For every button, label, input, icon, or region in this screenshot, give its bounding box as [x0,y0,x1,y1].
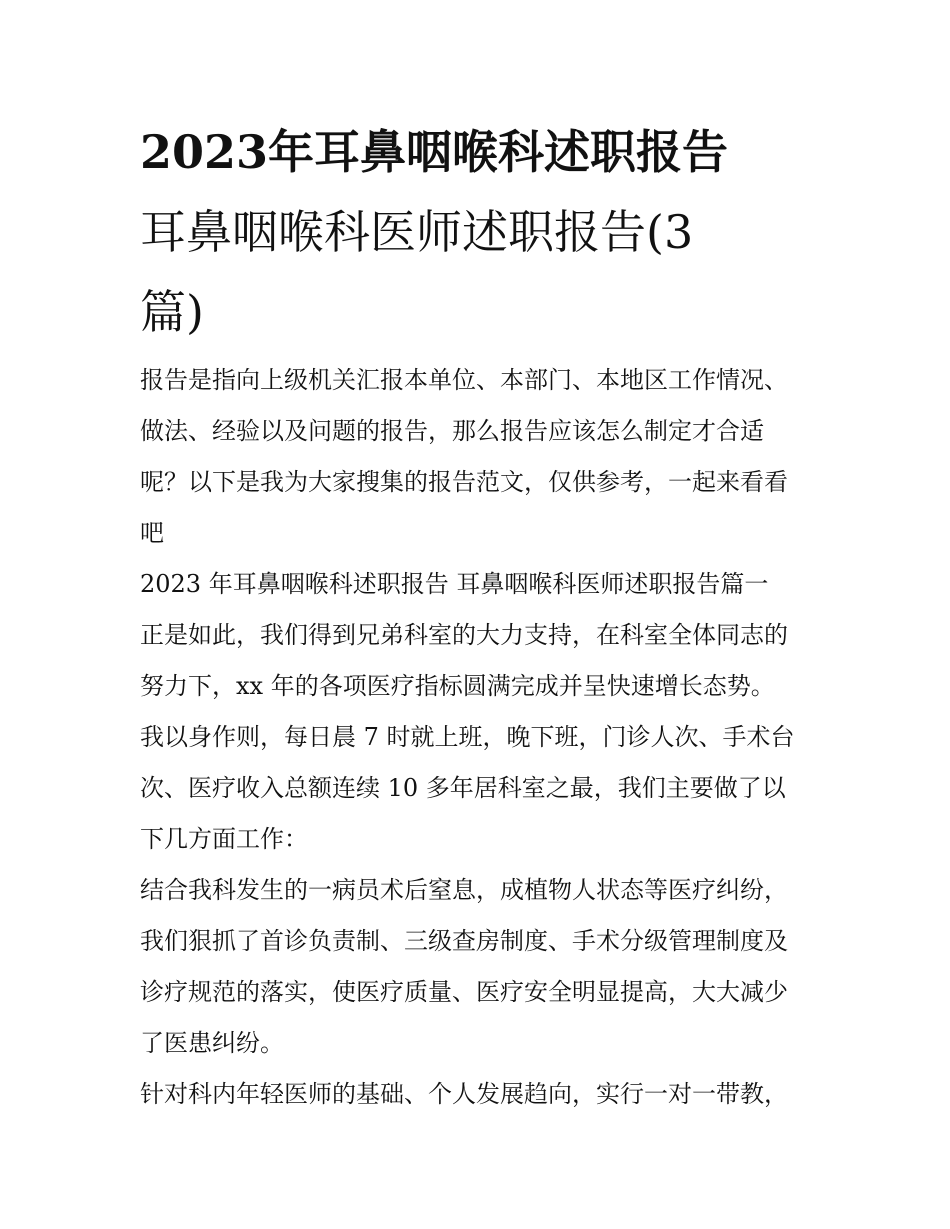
title-line-1: 2023年耳鼻咽喉科述职报告 [140,125,729,179]
body-line-14: 了医患纠纷。 [140,1029,284,1057]
body-line-13: 诊疗规范的落实，使医疗质量、医疗安全明显提高，大大减少 [140,978,788,1006]
body-line-4: 吧 [140,519,164,547]
document-body [140,355,830,1120]
body-line-1: 报告是指向上级机关汇报本单位、本部门、本地区工作情况、 [140,366,788,394]
body-line-2: 做法、经验以及问题的报告，那么报告应该怎么制定才合适 [140,417,764,445]
body-line-10: 下几方面工作： [140,825,308,853]
body-line-8: 我以身作则，每日晨 7 时就上班，晚下班，门诊人次、手术台 [140,723,795,751]
section-heading: 2023 年耳鼻咽喉科述职报告 耳鼻咽喉科医师述职报告篇一 [140,570,769,598]
document-title [140,112,830,352]
body-line-7: 努力下，xx 年的各项医疗指标圆满完成并呈快速增长态势。 [140,672,775,700]
title-line-3: 篇) [140,285,204,339]
body-line-15: 针对科内年轻医师的基础、个人发展趋向，实行一对一带教， [140,1080,788,1108]
body-line-12: 我们狠抓了首诊负责制、三级查房制度、手术分级管理制度及 [140,927,788,955]
body-line-3: 呢？以下是我为大家搜集的报告范文，仅供参考，一起来看看 [140,468,788,496]
title-line-2: 耳鼻咽喉科医师述职报告(3 [140,205,694,259]
body-line-11: 结合我科发生的一病员术后窒息，成植物人状态等医疗纠纷， [140,876,788,904]
body-line-6: 正是如此，我们得到兄弟科室的大力支持，在科室全体同志的 [140,621,788,649]
body-line-9: 次、医疗收入总额连续 10 多年居科室之最，我们主要做了以 [140,774,786,802]
